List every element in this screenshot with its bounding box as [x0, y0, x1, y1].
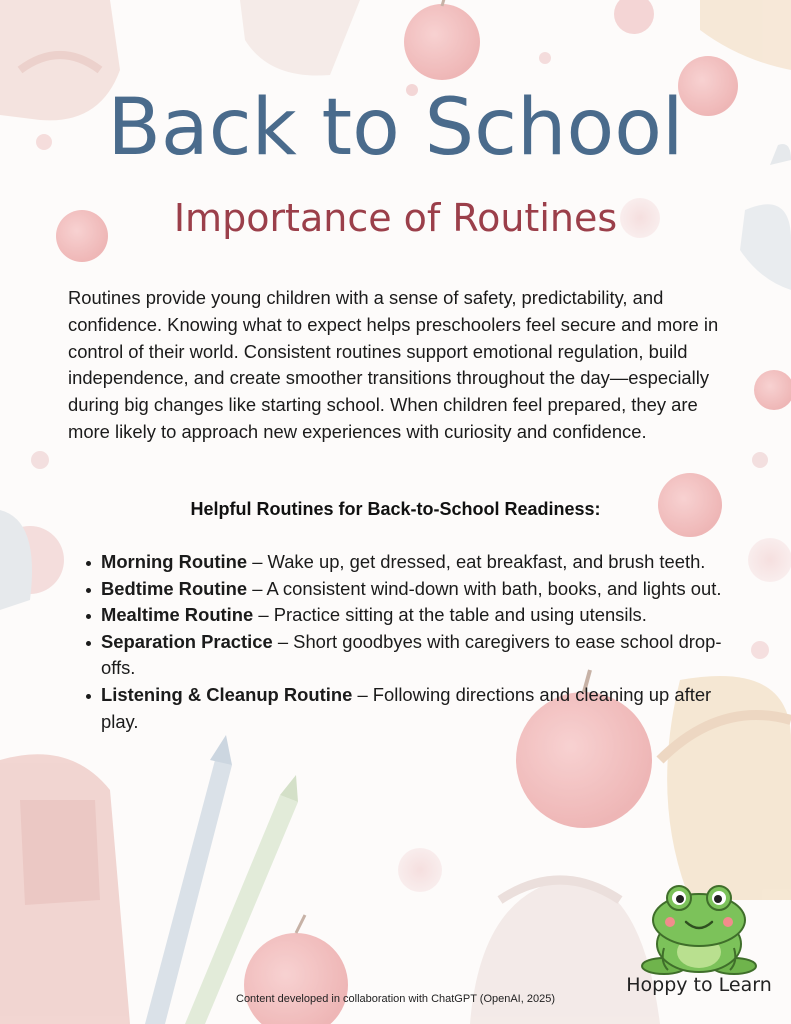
- intro-paragraph: Routines provide young children with a sense of safety, predictability, and confidence. Knowing what to expect helps preschoolers feel secure and more in control of their world. Consistent routines support emotional regulation, build independence, and create smoother transitions throughout the day—especially during big changes like starting school. When children feel prepared, they are more likely to approach new experiences with curiosity and confidence.: [68, 287, 719, 442]
- routine-name: Mealtime Routine: [101, 604, 254, 626]
- list-item: [101, 682, 729, 735]
- routine-description: – Wake up, get dressed, eat breakfast, and brush teeth.: [247, 551, 706, 572]
- routine-description: – Practice sitting at the table and using utensils.: [253, 604, 647, 626]
- routine-description: – Following directions and cleaning up after play.: [101, 683, 712, 732]
- routine-name: Listening & Cleanup Routine: [101, 683, 353, 705]
- routine-list: [101, 549, 729, 735]
- logo-text: Hoppy to Learn: [626, 974, 772, 996]
- routine-description: – A consistent wind-down with bath, books, and lights out.: [247, 577, 722, 599]
- routine-description: – Short goodbyes with caregivers to ease school drop-offs.: [101, 630, 722, 679]
- list-item: [101, 629, 729, 682]
- routine-name: Separation Practice: [101, 630, 273, 652]
- list-item: [101, 602, 729, 629]
- credit-line: Content developed in collaboration with ChatGPT (OpenAI, 2025): [236, 993, 555, 1005]
- routine-name: Bedtime Routine: [101, 577, 248, 599]
- frog-icon: [624, 882, 774, 978]
- page-subtitle: Importance of Routines: [173, 196, 618, 240]
- section-heading: Helpful Routines for Back-to-School Readiness:: [190, 499, 601, 519]
- routine-name: Morning Routine: [101, 551, 248, 572]
- page-title: Back to School: [107, 83, 684, 173]
- brand-logo: [624, 882, 774, 1006]
- list-item: [101, 549, 729, 576]
- list-item: [101, 576, 729, 603]
